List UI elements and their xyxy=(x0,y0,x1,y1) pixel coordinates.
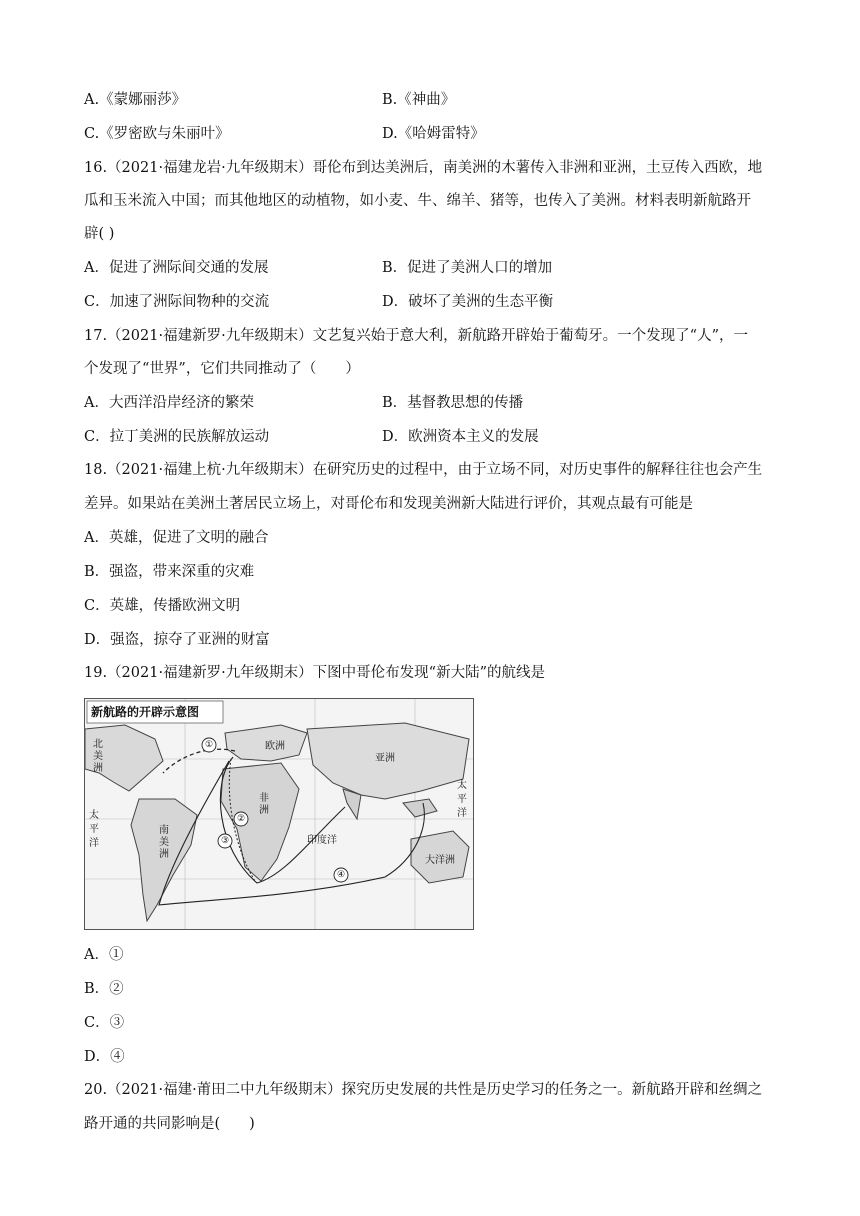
map-graphic xyxy=(85,699,473,929)
map-label-south-america: 南美洲 xyxy=(159,825,169,860)
map-title: 新航路的开辟示意图 xyxy=(91,705,200,719)
q18-option-c: C．英雄，传播欧洲文明 xyxy=(84,598,241,614)
q19-option-b: B．② xyxy=(84,981,124,997)
map-label-pacific-right: 太平洋 xyxy=(457,780,467,819)
map-label-oceania: 大洋洲 xyxy=(425,855,455,866)
map-label-asia: 亚洲 xyxy=(375,753,395,764)
q18-option-b: B．强盗，带来深重的灾难 xyxy=(84,564,255,580)
q17-option-c: C．拉丁美洲的民族解放运动 xyxy=(84,429,270,445)
q19-option-a: A．① xyxy=(84,947,124,963)
q16-stem-line1: 16.（2021·福建龙岩·九年级期末）哥伦布到达美洲后，南美洲的木薯传入非洲和亚洲，土豆传入西欧，地 xyxy=(84,160,763,176)
q19-option-c: C．③ xyxy=(84,1015,125,1031)
q16-option-c: C．加速了洲际间物种的交流 xyxy=(84,294,270,310)
q18-stem-line2: 差异。如果站在美洲土著居民立场上，对哥伦布和发现美洲新大陆进行评价，其观点最有可能是 xyxy=(84,496,693,512)
q17-option-a: A．大西洋沿岸经济的繁荣 xyxy=(84,395,254,411)
new-routes-map xyxy=(84,698,474,930)
q16-stem-line3: 辟( ) xyxy=(84,226,115,242)
q19-option-d: D．④ xyxy=(84,1049,125,1065)
q20-stem-line1: 20.（2021·福建·莆田二中九年级期末）探究历史发展的共性是历史学习的任务之一。新航路开辟和丝绸之 xyxy=(84,1082,763,1098)
q18-option-a: A．英雄，促进了文明的融合 xyxy=(84,530,269,546)
q18-stem-line1: 18.（2021·福建上杭·九年级期末）在研究历史的过程中，由于立场不同，对历史事件的解释往往也会产生 xyxy=(84,462,763,478)
q17-stem-line1: 17.（2021·福建新罗·九年级期末）文艺复兴始于意大利，新航路开辟始于葡萄牙。一个发现了“人”，一 xyxy=(84,328,749,344)
q19-stem-line1: 19.（2021·福建新罗·九年级期末）下图中哥伦布发现“新大陆”的航线是 xyxy=(84,665,546,681)
q18-option-d: D．强盗，掠夺了亚洲的财富 xyxy=(84,632,270,648)
q17-option-d: D．欧洲资本主义的发展 xyxy=(382,429,539,445)
route-3-marker: ③ xyxy=(220,836,230,846)
route-2-marker: ② xyxy=(236,814,246,824)
q15-option-a: A.《蒙娜丽莎》 xyxy=(84,92,187,108)
q17-stem-line2: 个发现了“世界”，它们共同推动了（ ） xyxy=(84,361,360,377)
q16-option-b: B．促进了美洲人口的增加 xyxy=(382,260,553,276)
q16-stem-line2: 瓜和玉米流入中国；而其他地区的动植物，如小麦、牛、绵羊、猪等，也传入了美洲。材料表明新航路开 xyxy=(84,193,751,209)
q16-option-a: A．促进了洲际间交通的发展 xyxy=(84,260,269,276)
q20-stem-line2: 路开通的共同影响是( ) xyxy=(84,1116,255,1132)
q16-option-d: D．破坏了美洲的生态平衡 xyxy=(382,294,554,310)
map-label-indian-ocean: 印度洋 xyxy=(307,835,337,846)
map-label-north-america: 北美洲 xyxy=(93,739,103,774)
map-label-africa: 非洲 xyxy=(259,793,269,816)
q17-option-b: B．基督教思想的传播 xyxy=(382,395,524,411)
q15-option-b: B.《神曲》 xyxy=(382,92,456,108)
route-4-marker: ④ xyxy=(336,870,346,880)
q15-option-c: C.《罗密欧与朱丽叶》 xyxy=(84,126,230,142)
q15-option-d: D.《哈姆雷特》 xyxy=(382,126,485,142)
map-label-pacific-left: 太平洋 xyxy=(89,810,99,849)
map-label-europe: 欧洲 xyxy=(265,741,285,752)
route-1-marker: ① xyxy=(204,740,214,750)
